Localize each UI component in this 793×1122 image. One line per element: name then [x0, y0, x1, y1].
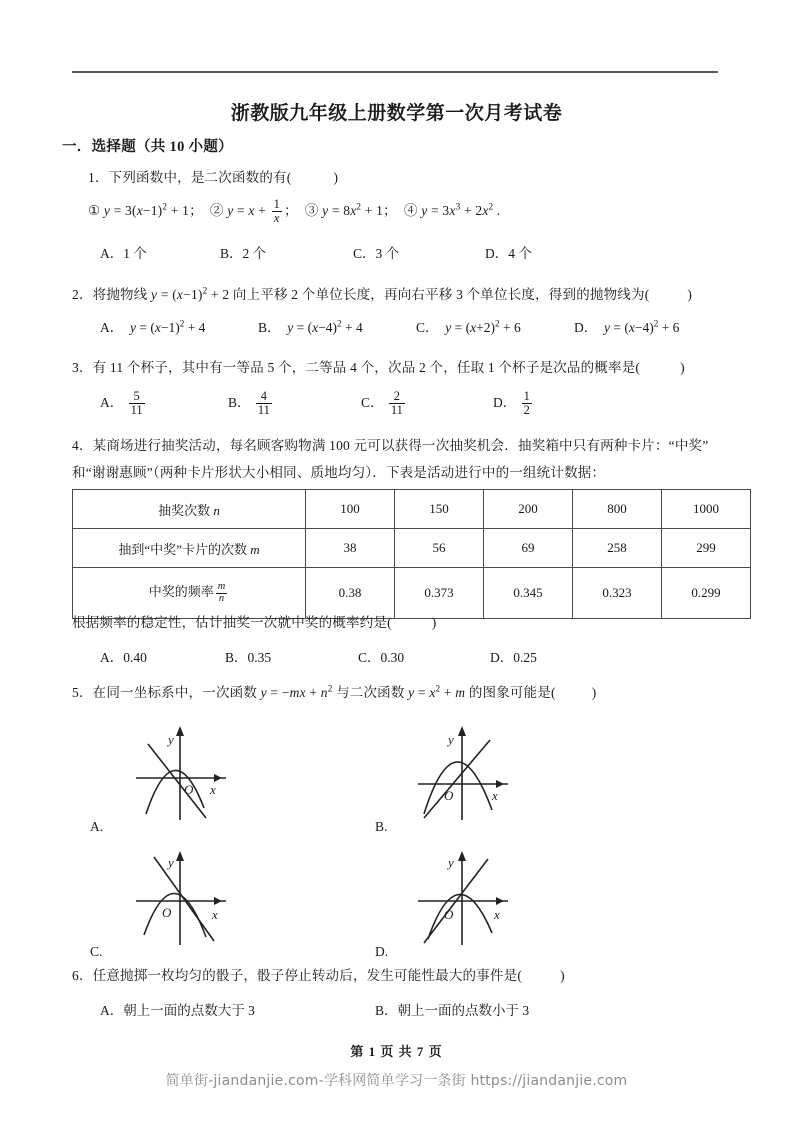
question-3-option-c-label: C． — [361, 395, 384, 411]
row-label-text: 抽到“中奖”卡片的次数 — [118, 541, 247, 557]
question-2-option-a[interactable]: A． $y = (x-1)^2 + 4$ — [100, 318, 206, 335]
question-5-stem: 5．在同一坐标系中，一次函数 $y = -mx + n^2$ 与二次函数 $y = x^2 + m$ 的图象可能是( ) — [72, 683, 597, 700]
graph-label-c: C. — [90, 944, 103, 959]
graph-option-d — [400, 843, 535, 953]
question-4-number: 4． — [72, 438, 93, 453]
question-4-option-b[interactable]: B．0.35 — [225, 650, 272, 665]
question-1-option-a[interactable]: A．1 个 — [100, 246, 147, 261]
q3-a-den: 11 — [130, 403, 143, 418]
question-1-number: 1． — [88, 170, 109, 185]
statistics-table — [72, 489, 751, 619]
question-6-options — [100, 999, 529, 1019]
question-5-text-b: 的图象可能是( — [468, 685, 556, 700]
question-1-stem — [88, 168, 338, 189]
question-1-paren-close: ) — [333, 170, 339, 185]
table-row — [73, 568, 751, 619]
question-3-number: 3． — [72, 360, 93, 375]
cell-m-3: 69 — [484, 529, 573, 568]
line-b — [424, 740, 490, 818]
cell-m-5: 299 — [662, 529, 751, 568]
table-row — [73, 490, 751, 529]
question-2-option-d[interactable]: D． $y = (x-4)^2 + 6$ — [574, 318, 680, 335]
question-6-number: 6． — [72, 968, 93, 983]
question-6-paren-close: ) — [560, 968, 565, 983]
question-3-option-b-label: B． — [228, 395, 251, 411]
row-label-win-count — [73, 529, 306, 568]
graph-label-d: D. — [375, 944, 389, 959]
question-5-text-a: 在同一坐标系中，一次函数 — [92, 685, 258, 700]
row-label-var: n — [213, 502, 220, 518]
question-4-text-line1: 某商场进行抽奖活动，每名顾客购物满 100 元可以获得一次抽奖机会．抽奖箱中只有两种卡片：“中奖” — [92, 438, 709, 453]
question-4-option-d[interactable]: D．0.25 — [490, 650, 537, 665]
row-label-frac-den: n — [218, 593, 225, 605]
x-axis-arrow-b — [496, 780, 504, 788]
cell-f-5: 0.299 — [662, 568, 751, 619]
question-2-options — [100, 316, 679, 336]
question-4-after-table-text: 根据频率的稳定性，估计抽奖一次就中奖的概率约是( — [72, 615, 392, 630]
question-1-option-d[interactable]: D．4 个 — [485, 246, 532, 261]
question-4-stem-line1 — [72, 436, 708, 457]
question-2-paren-close: ) — [687, 287, 693, 302]
question-1-text: 下列函数中，是二次函数的有( — [108, 170, 292, 185]
row-label-draw-count — [73, 490, 306, 529]
y-label-c: y — [168, 855, 174, 870]
y-axis-arrow-b — [458, 726, 466, 736]
x-label-b: x — [492, 788, 498, 803]
graph-option-b — [400, 718, 535, 828]
question-3-option-d[interactable] — [493, 390, 534, 417]
question-1-options — [100, 242, 532, 262]
cell-n-1: 100 — [306, 490, 395, 529]
q3-d-num: 1 — [523, 389, 530, 403]
graph-option-a — [118, 718, 253, 828]
line-a — [148, 744, 206, 818]
question-5-text-mid: 与二次函数 — [336, 685, 405, 700]
question-5-paren-close: ) — [591, 685, 597, 700]
question-2-text-b: 向上平移 2 个单位长度，再向右平移 3 个单位长度，得到的抛物线为( — [232, 287, 650, 302]
cell-n-3: 200 — [484, 490, 573, 529]
q3-b-den: 11 — [257, 403, 270, 418]
x-label-c: x — [212, 907, 218, 922]
question-3-text: 有 11 个杯子，其中有一等品 5 个，二等品 4 个，次品 2 个，任取 1 个杯子是次品的概率是( — [92, 360, 641, 375]
page-title: 浙教版九年级上册数学第一次月考试卷 — [230, 103, 563, 124]
question-3-option-a[interactable] — [100, 390, 228, 417]
graph-label-b: B. — [375, 819, 388, 834]
q3-a-num: 5 — [133, 389, 140, 403]
row-label-frequency — [73, 568, 306, 619]
question-2-number: 2． — [72, 287, 93, 302]
question-4-paren-close: ) — [431, 615, 437, 630]
question-6-option-a[interactable]: A．朝上一面的点数大于 3 — [100, 1003, 255, 1018]
page-indicator: 第 1 页 共 7 页 — [350, 1044, 443, 1059]
y-label-a: y — [168, 732, 174, 747]
question-3-stem — [72, 358, 685, 379]
question-2-text-a: 将抛物线 — [92, 287, 148, 302]
origin-label-d: O — [444, 907, 454, 922]
watermark: 简单街-jiandanjie.com-学科网简单学习一条街 https://jiandanjie.com — [165, 1073, 628, 1089]
question-1-option-b[interactable]: B．2 个 — [220, 246, 267, 261]
question-3-option-a-label: A． — [100, 395, 124, 411]
row-label-text: 抽奖次数 — [158, 502, 211, 518]
header-rule — [72, 71, 718, 73]
cell-m-4: 258 — [573, 529, 662, 568]
question-3-paren-close: ) — [680, 360, 685, 375]
question-3-option-d-label: D． — [493, 395, 517, 411]
cell-m-2: 56 — [395, 529, 484, 568]
cell-m-1: 38 — [306, 529, 395, 568]
row-label-var: m — [250, 541, 260, 557]
question-1-formulas: ① $y = 3(x-1)^2 + 1$； ② y = x + $\frac{1}{x}$ ； ③ $y = 8x^2 + 1$； ④ $y = 3x^3 + 2x^2$ . — [88, 197, 501, 226]
question-5-number: 5． — [72, 685, 93, 700]
cell-f-1: 0.38 — [306, 568, 395, 619]
question-2-stem: 2．将抛物线 $y = (x-1)^2 + 2$ 向上平移 2 个单位长度，再向右平移 3 个单位长度，得到的抛物线为( ) — [72, 285, 693, 302]
cell-n-4: 800 — [573, 490, 662, 529]
graph-label-a: A. — [90, 819, 104, 834]
parabola-a — [146, 770, 204, 814]
x-axis-arrow-c — [214, 897, 222, 905]
question-3-options — [100, 390, 534, 417]
cell-f-2: 0.373 — [395, 568, 484, 619]
cell-n-5: 1000 — [662, 490, 751, 529]
question-4-after-table — [72, 613, 437, 634]
question-4-options — [100, 646, 537, 666]
x-label-d: x — [494, 907, 500, 922]
parabola-c — [144, 893, 206, 937]
x-label-a: x — [210, 782, 216, 797]
origin-label-a: O — [184, 782, 194, 797]
question-4-option-c[interactable]: C．0.30 — [358, 650, 405, 665]
table-row — [73, 529, 751, 568]
row-label-text: 中奖的频率 — [148, 583, 214, 599]
cell-n-2: 150 — [395, 490, 484, 529]
row-label-frac-num: m — [217, 581, 226, 593]
x-axis-arrow-a — [214, 774, 222, 782]
question-2-option-c[interactable]: C． $y = (x+2)^2 + 6$ — [416, 318, 521, 335]
origin-label-c: O — [162, 905, 172, 920]
cell-f-4: 0.323 — [573, 568, 662, 619]
y-label-d: y — [448, 855, 454, 870]
question-6-option-b[interactable]: B．朝上一面的点数小于 3 — [375, 1003, 530, 1018]
question-6-stem — [72, 966, 565, 987]
q3-d-den: 2 — [523, 403, 530, 418]
question-2-option-b[interactable]: B． $y = (x-4)^2 + 4$ — [258, 318, 363, 335]
question-4-option-a[interactable]: A．0.40 — [100, 650, 147, 665]
question-4-stem-line2: 和“谢谢惠顾”（两种卡片形状大小相同、质地均匀）．下表是活动进行中的一组统计数据： — [72, 465, 606, 480]
y-axis-arrow-d — [458, 851, 466, 861]
question-6-text: 任意抛掷一枚均匀的骰子，骰子停止转动后，发生可能性最大的事件是( — [92, 968, 523, 983]
q3-b-num: 4 — [260, 389, 267, 403]
question-3-option-c[interactable] — [361, 390, 493, 417]
x-axis-arrow-d — [496, 897, 504, 905]
q3-c-num: 2 — [393, 389, 400, 403]
q3-c-den: 11 — [390, 403, 403, 418]
cell-f-3: 0.345 — [484, 568, 573, 619]
origin-label-b: O — [444, 788, 454, 803]
question-1-option-c[interactable]: C．3 个 — [353, 246, 400, 261]
y-axis-arrow-a — [176, 726, 184, 736]
y-label-b: y — [448, 732, 454, 747]
question-3-option-b[interactable] — [228, 390, 361, 417]
graph-option-c — [118, 843, 253, 953]
y-axis-arrow-c — [176, 851, 184, 861]
section-heading: 一．选择题（共 10 小题） — [62, 139, 233, 155]
